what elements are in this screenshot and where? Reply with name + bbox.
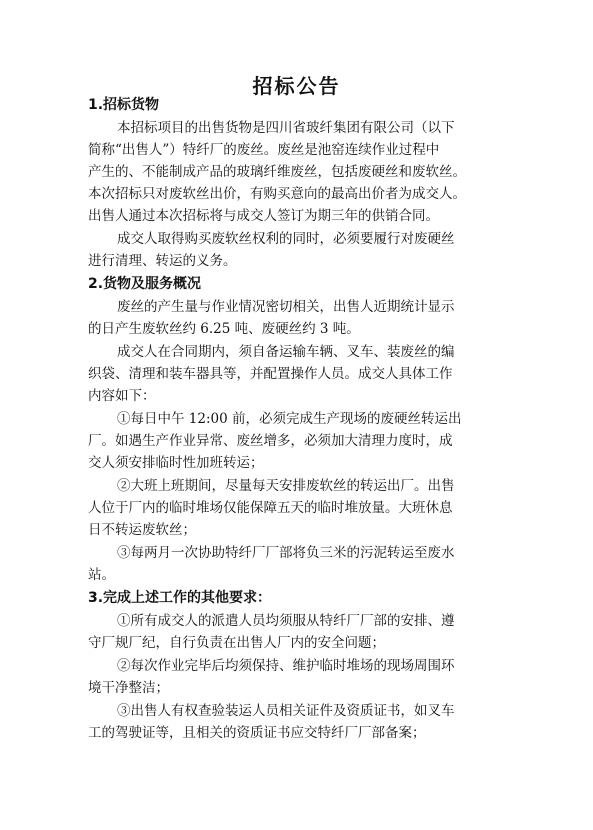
paragraph-line: ③出售人有权查验装运人员相关证件及资质证书，如叉车 [117,703,455,719]
paragraph-line: 本招标项目的出售货物是四川省玻纤集团有限公司（以下 [117,120,455,136]
paragraph-line: ①所有成交人的派遣人员均须服从特纤厂厂部的安排、遵 [117,613,455,629]
paragraph-line: 织袋、清理和装车器具等，并配置操作人员。成交人具体工作 [88,366,453,382]
paragraph-line: ②大班上班期间，尽量每天安排废软丝的转运出厂。出售 [117,478,455,494]
paragraph-line: ③每两月一次协助特纤厂厂部将负三米的污泥转运至废水 [117,545,455,561]
paragraph-line: 工的驾驶证等，且相关的资质证书应交特纤厂厂部备案； [88,725,426,741]
paragraph-line: 成交人在合同期内，须自备运输车辆、叉车、装废丝的编 [117,344,455,360]
section-heading-3: 3.完成上述工作的其他要求： [88,590,272,606]
paragraph-line: 产生的、不能制成产品的玻璃纤维废丝，包括废硬丝和废软丝。 [88,164,466,180]
paragraph-line: 守厂规厂纪，自行负责在出售人厂内的安全问题； [88,635,385,651]
paragraph-line: 进行清理、转运的义务。 [88,253,237,269]
paragraph-line: 厂。如遇生产作业异常、废丝增多，必须加大清理力度时，成 [88,433,453,449]
paragraph-line: 人位于厂内的临时堆场仅能保障五天的临时堆放量。大班休息 [88,500,453,516]
paragraph-line: 出售人通过本次招标将与成交人签订为期三年的供销合同。 [88,208,439,224]
paragraph-line: 废丝的产生量与作业情况密切相关，出售人近期统计显示 [117,299,455,315]
paragraph-line: 简称“出售人”）特纤厂的废丝。废丝是池窑连续作业过程中 [88,142,440,158]
paragraph-line: ②每次作业完毕后均须保持、维护临时堆场的现场周围环 [117,658,455,674]
paragraph-line: 成交人取得购买废软丝权利的同时，必须要履行对废硬丝 [117,231,455,247]
paragraph-line: 交人须安排临时性加班转运； [88,455,264,471]
paragraph-line: ①每日中午 12:00 前，必须完成生产现场的废硬丝转运出 [117,411,462,427]
paragraph-line: 内容如下： [88,388,156,404]
paragraph-line: 日不转运废软丝； [88,522,196,538]
paragraph-line: 的日产生废软丝约 6.25 吨、废硬丝约 3 吨。 [88,321,360,337]
paragraph-line: 本次招标只对废软丝出价，有购买意向的最高出价者为成交人。 [88,186,466,202]
section-heading-1: 1.招标货物 [88,97,160,113]
paragraph-line: 境干净整洁； [88,680,169,696]
section-heading-2: 2.货物及服务概况 [88,276,202,292]
page-title: 招标公告 [252,74,341,98]
paragraph-line: 站。 [88,567,115,583]
